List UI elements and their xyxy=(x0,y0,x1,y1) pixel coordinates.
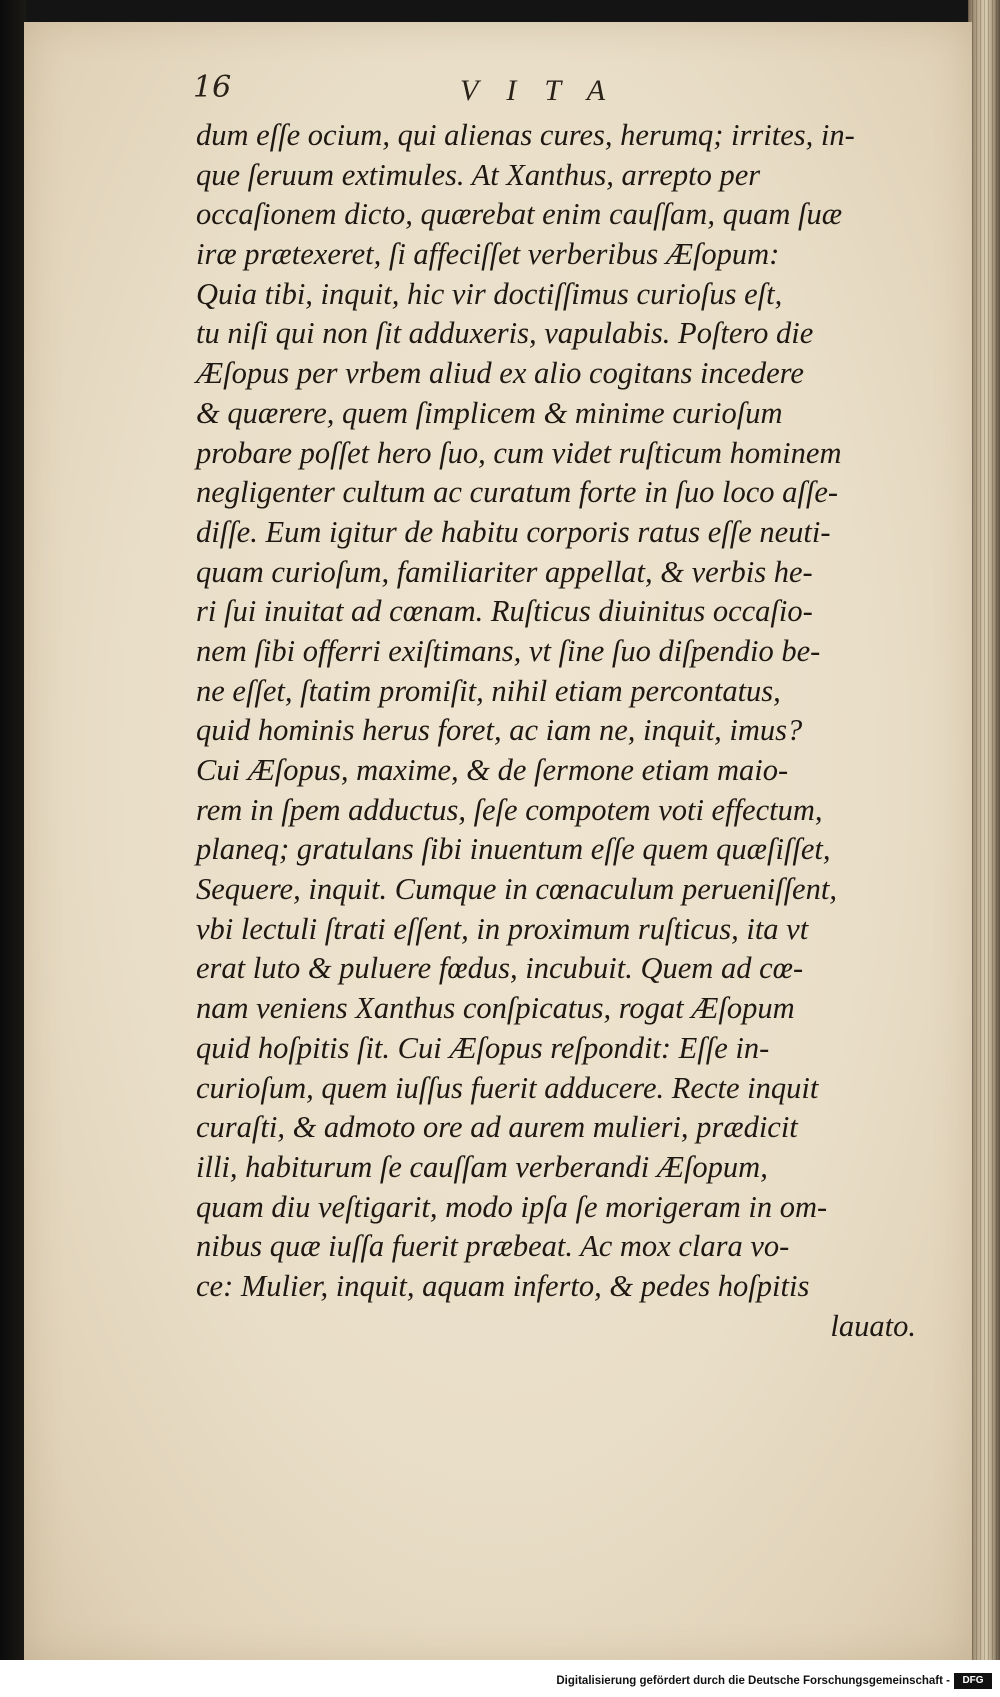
text-line: nem ſibi offerri exiſtimans, vt ſine ſuo diſpendio be- xyxy=(196,633,821,668)
text-line: quam diu veſtigarit, modo ipſa ſe morigeram in om- xyxy=(196,1189,828,1224)
text-line: curaſti, & admoto ore ad aurem mulieri, prædicit xyxy=(196,1110,798,1145)
text-line: Quia tibi, inquit, hic vir doctiſſimus curioſus eſt, xyxy=(196,276,783,311)
text-line: tu niſi qui non ſit adduxeris, vapulabis. Poſtero die xyxy=(196,316,814,351)
text-line: erat luto & puluere fœdus, incubuit. Quem ad cœ- xyxy=(196,951,804,986)
text-line: rem in ſpem adductus, ſeſe compotem voti effectum, xyxy=(196,792,823,827)
text-line: quid hominis herus foret, ac iam ne, inquit, imus? xyxy=(196,713,803,748)
text-line: probare poſſet hero ſuo, cum videt ruſticum hominem xyxy=(196,435,842,470)
text-line: quam curioſum, familiariter appellat, & verbis he- xyxy=(196,554,813,589)
text-line: occaſionem dicto, quærebat enim cauſſam, quam ſuæ xyxy=(196,197,843,232)
text-line: ne eſſet, ſtatim promiſit, nihil etiam percontatus, xyxy=(196,673,781,708)
catchword-line: lauato. xyxy=(830,1308,916,1343)
running-head: VITA xyxy=(460,74,634,107)
text-line: & quærere, quem ſimplicem & minime curioſum xyxy=(196,395,783,430)
text-line: que ſeruum extimules. At Xanthus, arrepto per xyxy=(196,157,761,192)
text-line: dum eſſe ocium, qui alienas cures, herumq; irrites, in- xyxy=(196,118,855,152)
text-line: vbi lectuli ſtrati eſſent, in proximum ruſticus, ita vt xyxy=(196,911,809,946)
text-line: Æſopus per vrbem aliud ex alio cogitans incedere xyxy=(196,356,804,391)
text-line: planeq; gratulans ſibi inuentum eſſe quem quæſiſſet, xyxy=(196,832,831,867)
text-line: diſſe. Eum igitur de habitu corporis ratus eſſe neuti- xyxy=(196,514,831,549)
book-page-edges-texture xyxy=(968,0,1000,1660)
text-line: nam veniens Xanthus conſpicatus, rogat Æſopum xyxy=(196,991,795,1026)
text-line: ri ſui inuitat ad cœnam. Ruſticus diuinitus occaſio- xyxy=(196,594,813,629)
text-line: Sequere, inquit. Cumque in cœnaculum perueniſſent, xyxy=(196,872,837,907)
text-line: curioſum, quem iuſſus fuerit adducere. Recte inquit xyxy=(196,1070,819,1105)
scan-shadow-left xyxy=(0,0,26,1660)
dfg-logo-icon: DFG xyxy=(954,1673,992,1689)
text-line: quid hoſpitis ſit. Cui Æſopus reſpondit: Eſſe in- xyxy=(196,1030,770,1065)
body-text xyxy=(196,116,916,1346)
text-line: iræ prætexeret, ſi affeciſſet verberibus Æſopum: xyxy=(196,237,780,272)
text-line: illi, habiturum ſe cauſſam verberandi Æſopum, xyxy=(196,1149,768,1184)
digitization-credit: Digitalisierung gefördert durch die Deutsche Forschungsgemeinschaft - xyxy=(556,1675,950,1687)
text-line: Cui Æſopus, maxime, & de ſermone etiam maio- xyxy=(196,753,789,787)
text-line: nibus quæ iuſſa fuerit præbeat. Ac mox clara vo- xyxy=(196,1229,790,1264)
text-line: ce: Mulier, inquit, aquam inferto, & pedes hoſpitis xyxy=(196,1268,810,1303)
text-line: negligenter cultum ac curatum forte in ſuo loco aſſe- xyxy=(196,475,839,510)
page-number: 16 xyxy=(193,70,232,105)
